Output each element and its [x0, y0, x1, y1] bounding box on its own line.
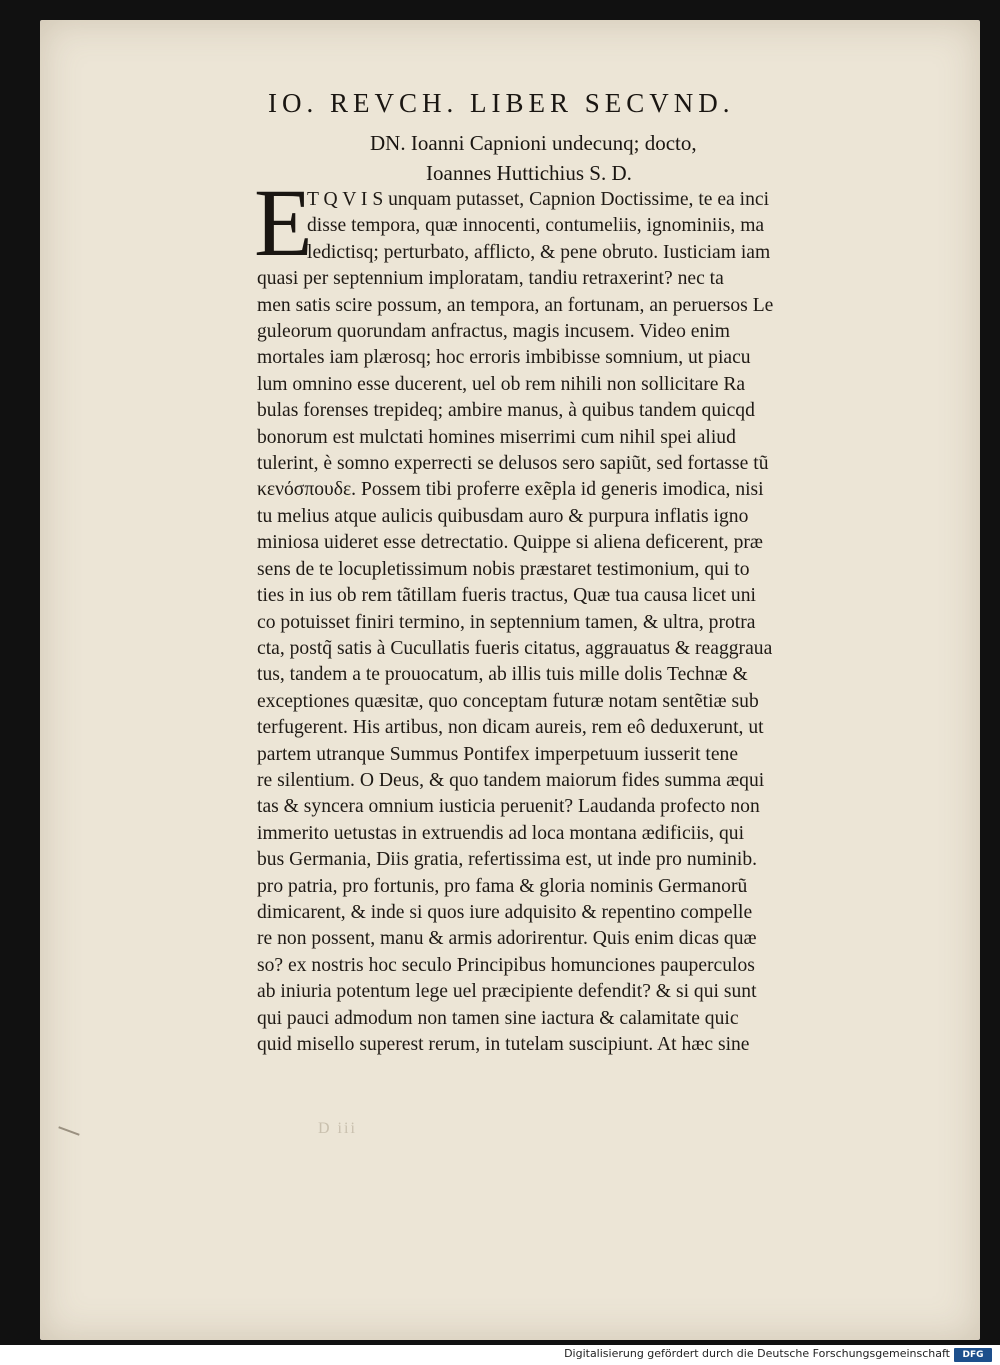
dfg-logo: DFG	[954, 1348, 992, 1362]
text-line: κενόσπουδε. Possem tibi proferre exẽpla id generis imodica, nisi	[257, 479, 764, 501]
footer-bar	[0, 1345, 1000, 1365]
text-line: bulas forenses trepideq; ambire manus, à quibus tandem quicqd	[257, 400, 755, 422]
dedication	[370, 128, 870, 188]
drop-cap: E	[254, 169, 313, 276]
text-line: guleorum quorundam anfractus, magis incusem. Video enim	[257, 321, 730, 343]
text-line: lum omnino esse ducerent, uel ob rem nihili non sollicitare Ra	[257, 373, 746, 395]
body-text	[257, 187, 879, 1058]
text-line: re silentium. O Deus, & quo tandem maiorum fides summa æqui	[257, 769, 765, 791]
text-line: quasi per septennium imploratam, tandiu retraxerint? nec ta	[257, 268, 724, 290]
text-line: cta, postq̃ satis à Cucullatis fueris citatus, aggrauatus & reaggraua	[257, 637, 773, 659]
text-line: sens de te locupletissimum nobis præstaret testimonium, qui to	[257, 558, 750, 580]
text-line: disse tempora, quæ innocenti, contumeliis, ignominiis, ma	[307, 215, 765, 237]
text-line: T Q V I S unquam putasset, Capnion Doctissime, te ea inci	[307, 189, 770, 210]
text-line: bus Germania, Diis gratia, refertissima est, ut inde pro numinib.	[257, 849, 758, 871]
signature-mark: D iii	[318, 1120, 357, 1137]
text-line: ties in ius ob rem tãtillam fueris tractus, Quæ tua causa licet uni	[257, 585, 756, 607]
dedication-line-2: Ioannes Huttichius S. D.	[426, 161, 632, 185]
text-line: co potuisset finiri termino, in septennium tamen, & ultra, protra	[257, 611, 756, 633]
dedication-line-1: DN. Ioanni Capnioni undecunq; docto,	[370, 131, 697, 155]
text-line: dimicarent, & inde si quos iure adquisito & repentino compelle	[257, 901, 753, 923]
text-line: re non possent, manu & armis adorirentur. Quis enim dicas quæ	[257, 928, 757, 950]
text-line: quid misello superest rerum, in tutelam suscipiunt. At hæc sine	[257, 1034, 750, 1055]
text-line: miniosa uideret esse detrectatio. Quippe si aliena deficerent, præ	[257, 532, 763, 554]
text-line: tu melius atque aulicis quibusdam auro & purpura inflatis igno	[257, 505, 749, 527]
text-line: ledictisq; perturbato, afflicto, & pene obruto. Iusticiam iam	[307, 241, 771, 263]
text-line: ab iniuria potentum lege uel præcipiente defendit? & si qui sunt	[257, 981, 757, 1003]
text-line: tulerint, è somno experrecti se delusos sero sapiũt, sed fortasse tũ	[257, 453, 769, 475]
text-line: terfugerent. His artibus, non dicam aureis, rem eô deduxerunt, ut	[257, 717, 764, 739]
text-line: qui pauci admodum non tamen sine iactura & calamitate quic	[257, 1007, 739, 1029]
text-line: so? ex nostris hoc seculo Principibus homunciones pauperculos	[257, 954, 755, 976]
text-line: mortales iam plærosq; hoc erroris imbibisse somnium, ut piacu	[257, 347, 751, 369]
text-line: exceptiones quæsitæ, quo conceptam futuræ notam sentẽtiæ sub	[257, 690, 759, 712]
text-line: tas & syncera omnium iusticia peruenit? Laudanda profecto non	[257, 796, 760, 818]
running-header: IO. REVCH. LIBER SECVND.	[268, 88, 735, 118]
text-line: bonorum est mulctati homines miserrimi cum nihil spei aliud	[257, 426, 736, 448]
text-line: immerito uetustas in extruendis ad loca montana ædificiis, qui	[257, 822, 745, 844]
footer-text: Digitalisierung gefördert durch die Deutsche Forschungsgemeinschaft	[564, 1347, 950, 1360]
text-line: tus, tandem a te prouocatum, ab illis tuis mille dolis Technæ &	[257, 664, 748, 686]
text-line: men satis scire possum, an tempora, an fortunam, an peruersos Le	[257, 294, 774, 316]
text-line: partem utranque Summus Pontifex imperpetuum iusserit tene	[257, 743, 739, 765]
text-line: pro patria, pro fortunis, pro fama & gloria nominis Germanorũ	[257, 875, 748, 897]
